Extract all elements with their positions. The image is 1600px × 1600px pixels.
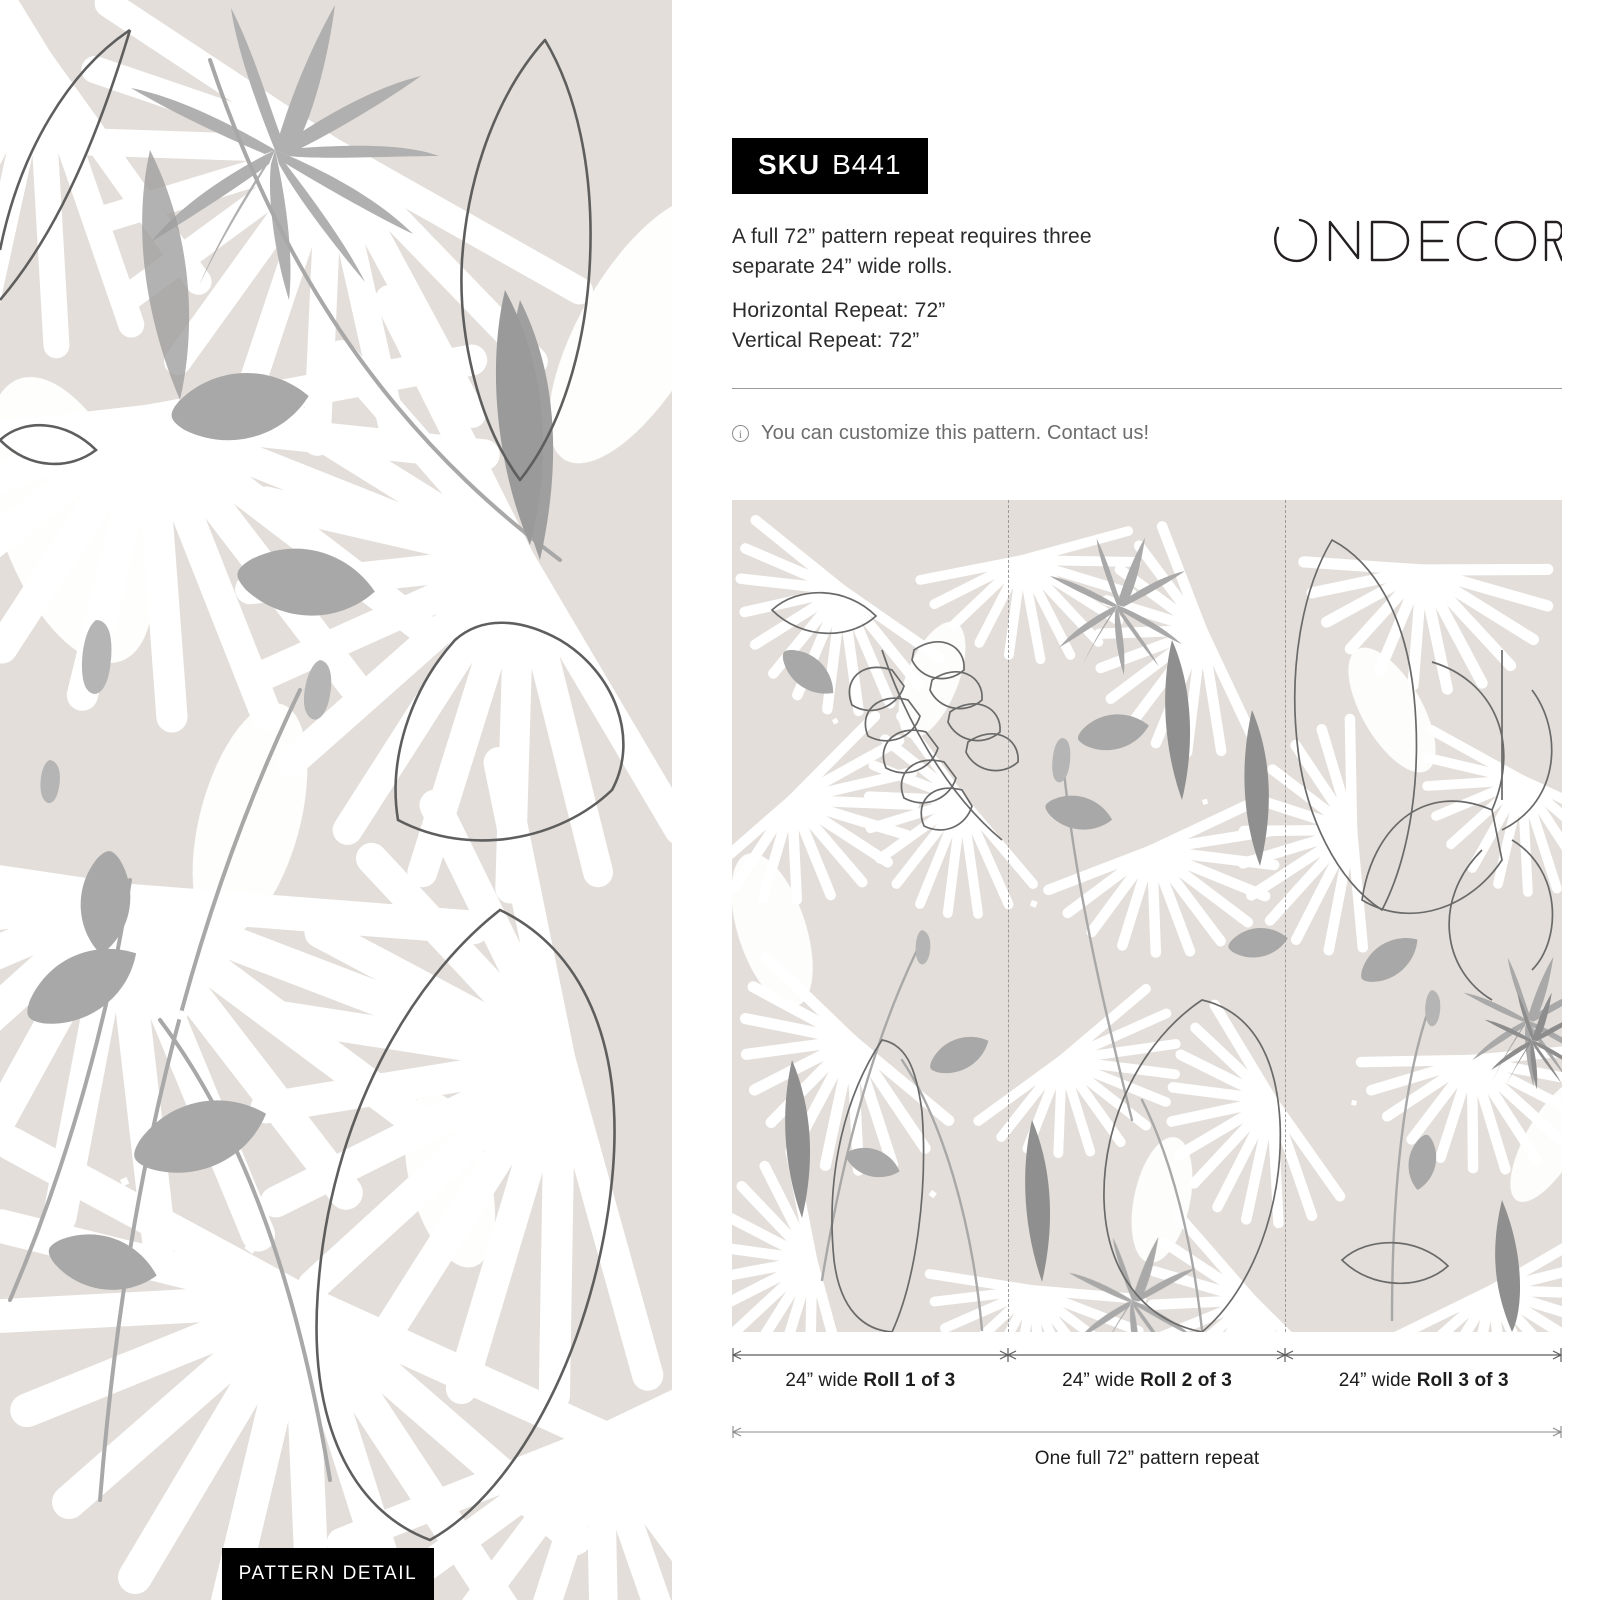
repeat-requirement-note: A full 72” pattern repeat requires three separate 24” wide rolls. bbox=[732, 225, 1092, 278]
roll-label-3 bbox=[1285, 1370, 1562, 1392]
customize-note-label: You can customize this pattern. Contact us! bbox=[761, 422, 1150, 444]
pattern-repeat-artwork bbox=[732, 500, 1562, 1332]
pattern-detail-badge bbox=[222, 1548, 434, 1600]
pattern-detail-panel bbox=[0, 0, 672, 1600]
customize-note-row bbox=[732, 422, 1149, 445]
roll-1-name: Roll 1 of 3 bbox=[863, 1370, 956, 1391]
roll-divider-1 bbox=[1008, 500, 1009, 1332]
roll-divider-2 bbox=[1285, 500, 1286, 1332]
roll-1-width: 24” wide bbox=[785, 1370, 864, 1391]
horizontal-repeat-value: Horizontal Repeat: 72” bbox=[732, 299, 946, 322]
info-icon: i bbox=[732, 425, 749, 442]
roll-2-name: Roll 2 of 3 bbox=[1140, 1370, 1232, 1391]
roll-label-2 bbox=[1009, 1370, 1286, 1392]
sku-badge bbox=[732, 138, 928, 194]
full-repeat-measure-bar bbox=[732, 1425, 1562, 1439]
ondecor-logo bbox=[1272, 212, 1562, 268]
section-divider bbox=[732, 388, 1562, 389]
sku-label: SKU bbox=[758, 149, 821, 180]
roll-label-1 bbox=[732, 1370, 1009, 1392]
vertical-repeat-value: Vertical Repeat: 72” bbox=[732, 328, 920, 352]
repeat-dimensions bbox=[732, 296, 1132, 356]
roll-2-width: 24” wide bbox=[1062, 1370, 1141, 1391]
full-repeat-caption: One full 72” pattern repeat bbox=[1034, 1448, 1260, 1469]
roll-labels bbox=[732, 1370, 1562, 1392]
pattern-repeat-preview bbox=[732, 500, 1562, 1332]
roll-measure-bar bbox=[732, 1348, 1562, 1362]
sku-value: B441 bbox=[832, 149, 902, 180]
info-column bbox=[672, 0, 1600, 1600]
pattern-detail-badge-label: PATTERN DETAIL bbox=[238, 1563, 418, 1584]
roll-3-name: Roll 3 of 3 bbox=[1416, 1370, 1509, 1391]
roll-3-width: 24” wide bbox=[1338, 1370, 1417, 1391]
pattern-detail-artwork bbox=[0, 0, 672, 1600]
